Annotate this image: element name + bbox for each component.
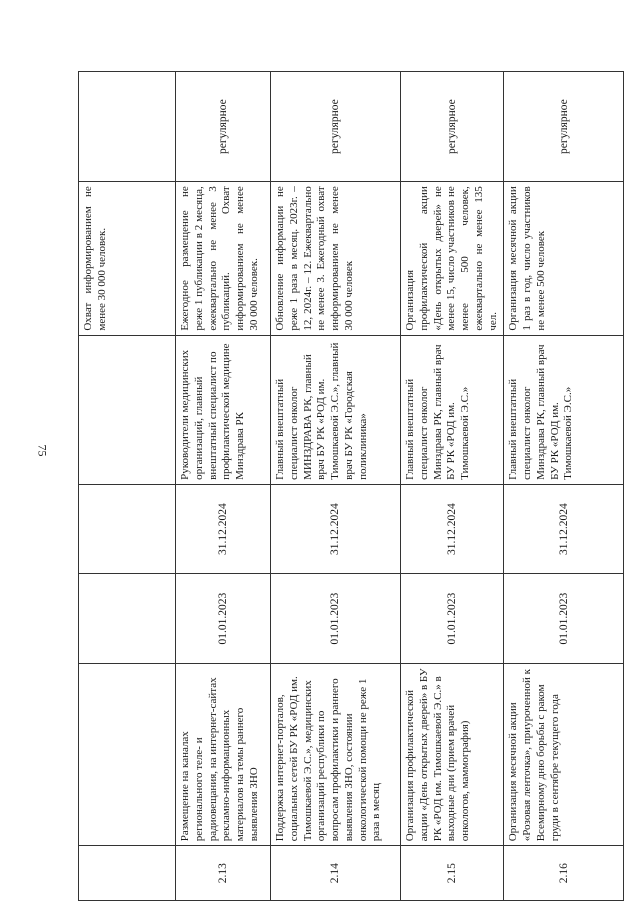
responsible-cell: Главный внештатный специалист онколог МИНЗДРАВА РК, главный врач БУ РК «РОД им. Тимошкаевой Э.С.», главный врач БУ РК «Городская поликлиника» [271, 335, 401, 484]
table-row [271, 72, 401, 901]
rotated-table-page [78, 71, 620, 901]
indicator-cell: Охват информированием не менее 30 000 человек. [79, 182, 176, 335]
row-number [79, 846, 176, 901]
activity-cell: Организация профилактической акции «День открытых дверей» в БУ РК «РОД им. Тимошкаевой Э.С.» в выходные дни (прием врачей онкологов, маммография) [401, 663, 504, 845]
end-date-cell [79, 484, 176, 574]
row-number: 2.14 [271, 846, 401, 901]
end-date-cell: 31.12.2024 [504, 484, 624, 574]
row-number: 2.13 [176, 846, 271, 901]
periodicity-cell: регулярное [271, 72, 401, 182]
responsible-cell: Руководители медицинских организаций, главный внештатный специалист по профилактической медицине Минздрава РК [176, 335, 271, 484]
activity-cell: Размещение на каналах регионального теле- и радиовещания, на интернет-сайтах рекламно-информационных материалов на темы раннего выявления ЗНО [176, 663, 271, 845]
table-row [79, 72, 176, 901]
activity-cell: Организация месячной акции «Розовая ленточка», приуроченной к Всемирному дню борьбы с раком груди в сентябре текущего года [504, 663, 624, 845]
start-date-cell [79, 574, 176, 664]
periodicity-cell [79, 72, 176, 182]
periodicity-cell: регулярное [176, 72, 271, 182]
table-row [401, 72, 504, 901]
indicator-cell: Организация профилактической акции «День открытых дверей» не менее 15, число участников не менее 500 человек, ежеквартально не менее 135 чел. [401, 182, 504, 335]
row-number: 2.16 [504, 846, 624, 901]
table-row [176, 72, 271, 901]
start-date-cell: 01.01.2023 [271, 574, 401, 664]
row-number: 2.15 [401, 846, 504, 901]
periodicity-cell: регулярное [401, 72, 504, 182]
periodicity-cell: регулярное [504, 72, 624, 182]
end-date-cell: 31.12.2024 [401, 484, 504, 574]
responsible-cell: Главный внештатный специалист онколог Минздрава РК, главный врач БУ РК «РОД им. Тимошкаевой Э.С.» [401, 335, 504, 484]
page-number: 75 [35, 444, 50, 457]
end-date-cell: 31.12.2024 [271, 484, 401, 574]
activity-cell [79, 663, 176, 845]
indicator-cell: Ежегодное размещение не реже 1 публикации в 2 месяца, ежеквартально не менее 3 публикаций. Охват информированием не менее 30 000 человек. [176, 182, 271, 335]
indicator-cell: Организация месячной акции 1 раз в год, число участников не менее 500 человек [504, 182, 624, 335]
activity-cell: Поддержка интернет-порталов, социальных сетей БУ РК «РОД им. Тимошкаевой Э.С.», медицинских организаций республики по вопросам профилактики и раннего выявления ЗНО, состоянии онкологической помощи не реже 1 раза в месяц [271, 663, 401, 845]
responsible-cell [79, 335, 176, 484]
indicator-cell: Обновление информации не реже 1 раза в месяц. 2023г. – 12, 2024г. – 12. Ежеквартально не менее 3. Ежегодный охват информированием не менее 30 000 человек [271, 182, 401, 335]
measures-table [78, 71, 624, 901]
start-date-cell: 01.01.2023 [176, 574, 271, 664]
responsible-cell: Главный внештатный специалист онколог Минздрава РК, главный врач БУ РК «РОД им. Тимошкаевой Э.С.» [504, 335, 624, 484]
start-date-cell: 01.01.2023 [504, 574, 624, 664]
table-row [504, 72, 624, 901]
end-date-cell: 31.12.2024 [176, 484, 271, 574]
start-date-cell: 01.01.2023 [401, 574, 504, 664]
